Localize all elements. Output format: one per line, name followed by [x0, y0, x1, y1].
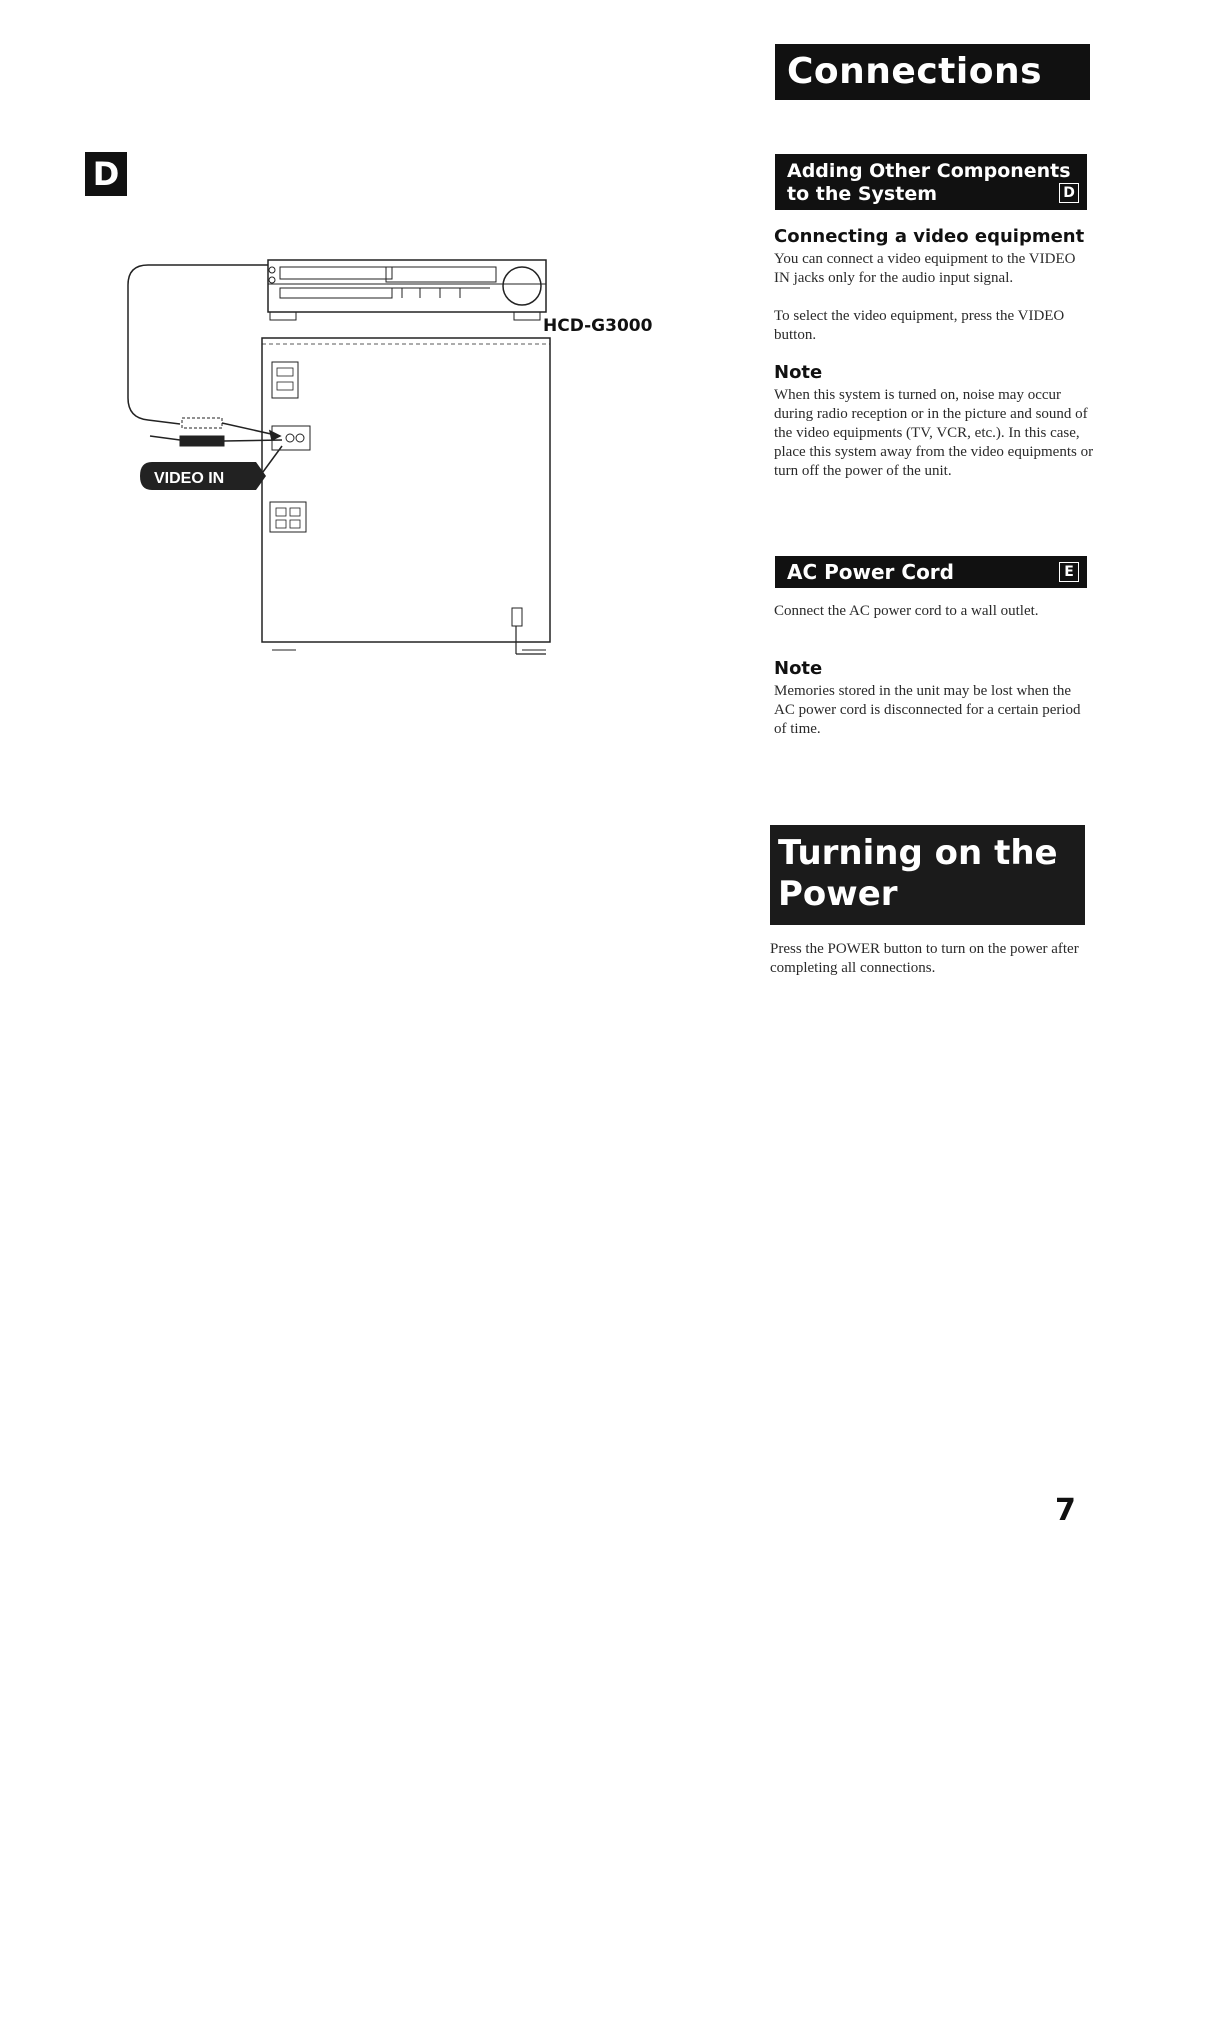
- banner-power-line-1: Turning on the: [778, 833, 1058, 873]
- paragraph-video-1: You can connect a video equipment to the VIDEO IN jacks only for the audio input signal.: [774, 251, 1076, 286]
- section-title-turning-on-power: [770, 825, 1085, 925]
- paragraph-ac: Connect the AC power cord to a wall outlet.: [774, 603, 1039, 619]
- paragraph-power: Press the POWER button to turn on the power after completing all connections.: [770, 941, 1079, 976]
- banner-power-line-2: Power: [778, 874, 898, 914]
- video-in-label: VIDEO IN: [154, 470, 225, 487]
- section-title-connections: Connections: [775, 44, 1090, 100]
- section-title-ac-power-cord: [775, 556, 1087, 588]
- note-text-1: When this system is turned on, noise may occur during radio reception or in the picture and sound of the video equipments (TV, VCR, etc.). In this case, place this system away from the video equipments or turn off the power of the unit.: [774, 387, 1094, 479]
- note-heading-1: Note: [774, 362, 823, 383]
- banner-ac-text: AC Power Cord: [787, 560, 954, 584]
- connection-diagram: [110, 240, 670, 680]
- figure-ref-e: E: [1059, 562, 1079, 582]
- banner-line-2: to the System: [787, 183, 938, 205]
- note-heading-2: Note: [774, 658, 823, 679]
- paragraph-video-2: To select the video equipment, press the VIDEO button.: [774, 308, 1065, 343]
- note-text-2: Memories stored in the unit may be lost when the AC power cord is disconnected for a certain period of time.: [774, 683, 1081, 737]
- figure-ref-d: D: [1059, 183, 1079, 203]
- figure-label: D: [85, 152, 127, 196]
- model-label: HCD-G3000: [543, 316, 653, 336]
- section-title-adding-components: [775, 154, 1087, 210]
- video-deck: [268, 260, 546, 312]
- page-number: 7: [1055, 1493, 1076, 1528]
- banner-line-1: Adding Other Components: [787, 160, 1071, 182]
- system-unit: [262, 338, 550, 642]
- subheading-video: Connecting a video equipment: [774, 226, 1085, 247]
